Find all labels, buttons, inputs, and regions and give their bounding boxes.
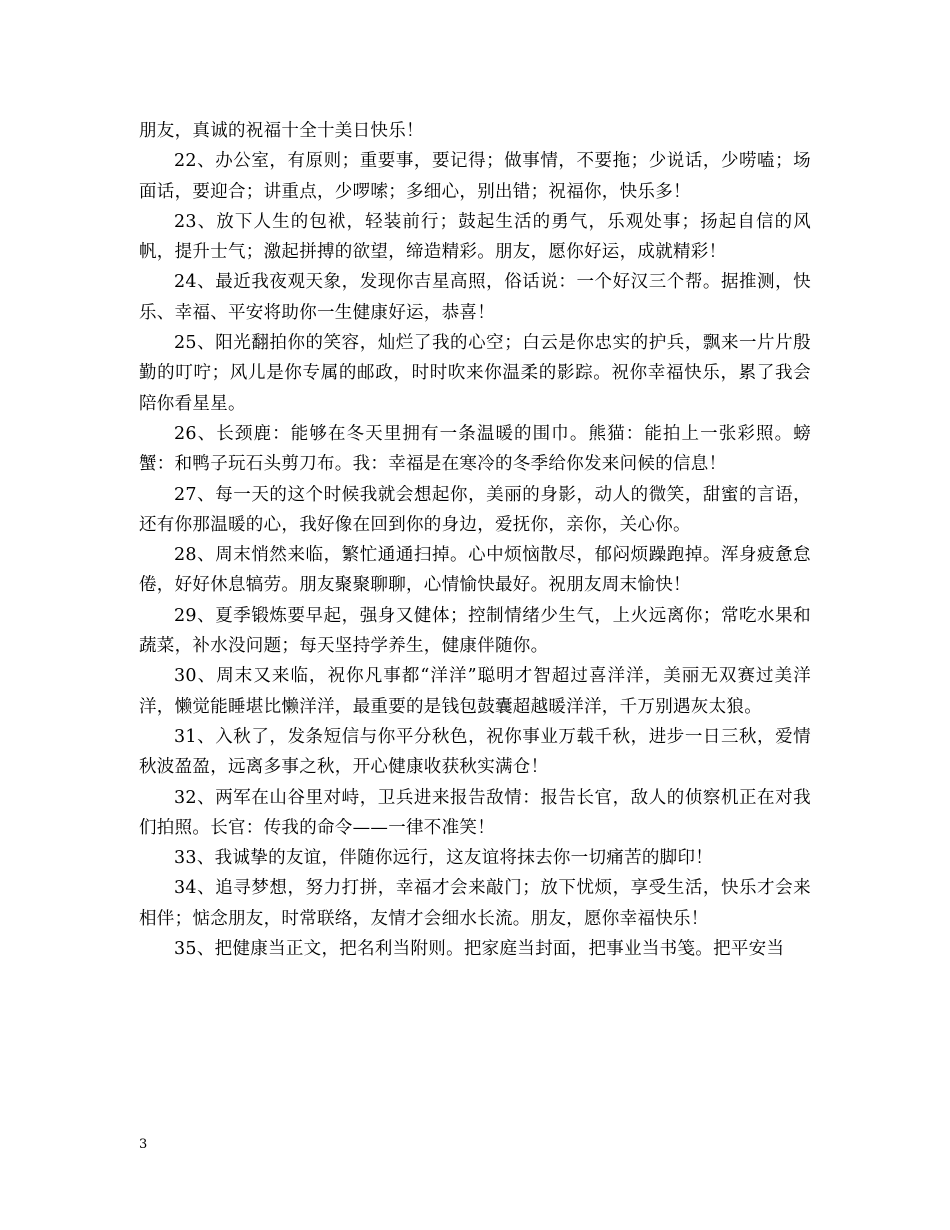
paragraph-27: 27、每一天的这个时候我就会想起你，美丽的身影，动人的微笑，甜蜜的言语，还有你那温暖的心，我好像在回到你的身边，爱抚你，亲你，关心你。 — [139, 484, 811, 535]
paragraph-30: 30、周末又来临，祝你凡事都“洋洋”聪明才智超过喜洋洋，美丽无双赛过美洋洋，懒觉能睡堪比懒洋洋，最重要的是钱包鼓囊超越暖洋洋，千万别遇灰太狼。 — [139, 666, 811, 717]
paragraph-23: 23、放下人生的包袱，轻装前行；鼓起生活的勇气，乐观处事；扬起自信的风帆，提升士气；激起拼搏的欲望，缔造精彩。朋友，愿你好运，成就精彩！ — [139, 211, 811, 263]
paragraph-29: 29、夏季锻炼要早起，强身又健体；控制情绪少生气，上火远离你；常吃水果和蔬菜，补水没问题；每天坚持学养生，健康伴随你。 — [139, 605, 811, 657]
paragraph-22: 22、办公室，有原则；重要事，要记得；做事情，不要拖；少说话，少唠嗑；场面话，要迎合；讲重点，少啰嗦；多细心，别出错；祝福你，快乐多！ — [139, 151, 811, 202]
paragraph-34: 34、追寻梦想，努力打拼，幸福才会来敲门；放下忧烦，享受生活，快乐才会来相伴；惦念朋友，时常联络，友情才会细水长流。朋友，愿你幸福快乐！ — [139, 878, 811, 929]
paragraph-31: 31、入秋了，发条短信与你平分秋色，祝你事业万载千秋，进步一日三秋，爱情秋波盈盈，远离多事之秋，开心健康收获秋实满仓！ — [139, 726, 811, 778]
page-number: 3 — [139, 1137, 148, 1152]
paragraph-33: 33、我诚挚的友谊，伴随你远行，这友谊将抹去你一切痛苦的脚印！ — [174, 848, 714, 869]
document-body — [139, 116, 811, 964]
paragraph-26: 26、长颈鹿：能够在冬天里拥有一条温暖的围巾。熊猫：能拍上一张彩照。螃蟹：和鸭子玩石头剪刀布。我：幸福是在寒冷的冬季给你发来问候的信息！ — [139, 423, 811, 475]
paragraph-24: 24、最近我夜观天象，发现你吉星高照，俗话说：一个好汉三个帮。据推测，快乐、幸福、平安将助你一生健康好运，恭喜！ — [139, 272, 811, 323]
paragraph-35: 35、把健康当正文，把名利当附则。把家庭当封面，把事业当书笺。把平安当 — [174, 939, 785, 960]
paragraph-25: 25、阳光翻拍你的笑容，灿烂了我的心空；白云是你忠实的护兵，飘来一片片殷勤的叮咛；风儿是你专属的邮政，时时吹来你温柔的影踪。祝你幸福快乐，累了我会陪你看星星。 — [139, 333, 811, 414]
paragraph-28: 28、周末悄然来临，繁忙通通扫掉。心中烦恼散尽，郁闷烦躁跑掉。浑身疲惫怠倦，好好休息犒劳。朋友聚聚聊聊，心情愉快最好。祝朋友周末愉快！ — [139, 545, 811, 596]
paragraph-32: 32、两军在山谷里对峙，卫兵进来报告敌情：报告长官，敌人的侦察机正在对我们拍照。长官：传我的命令——一律不准笑！ — [139, 787, 811, 838]
paragraph-continuation: 朋友，真诚的祝福十全十美日快乐！ — [139, 121, 424, 141]
